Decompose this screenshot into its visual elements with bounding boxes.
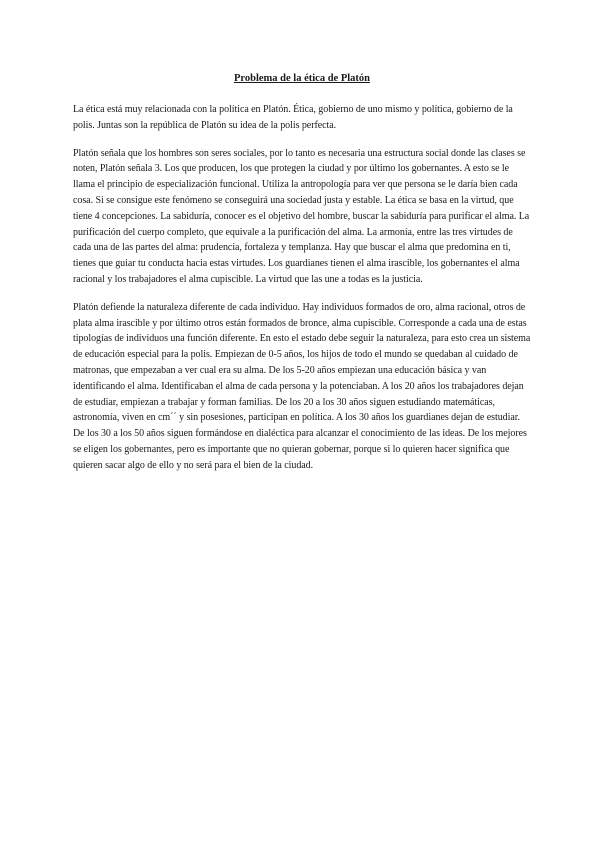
document-page — [73, 72, 531, 486]
document-title: Problema de la ética de Platón — [234, 73, 370, 84]
paragraph-intro: La ética está muy relacionada con la política en Platón. Ética, gobierno de uno mismo y política, gobierno de la polis. Juntas son la república de Platón su idea de la polis perfecta. — [73, 104, 513, 131]
paragraph-social-structure: Platón señala que los hombres son seres sociales, por lo tanto es necesaria una estructura social donde las clases se noten, Platón señala 3. Los que producen, los que protegen la ciudad y por último los gobernantes. A esto se le llama el principio de especialización funcional. Utiliza la antropología para ver que persona se le daría bien cada cosa. Si se consigue este fenómeno se conseguirá una sociedad justa y estable. La ética se basa en la virtud, que tiene 4 concepciones. La sabiduría, conocer es el objetivo del hombre, buscar la sabiduría para purificar el alma. La purificación del cuerpo completo, que equivale a la purificación del alma. La armonía, entre las tres virtudes de cada una de las partes del alma: prudencia, fortaleza y templanza. Hay que buscar el alma que predomina en ti, tienes que guiar tu conducta hacia estas virtudes. Los guardianes tienen el alma irascible, los gobernantes el alma racional y los trabajadores el alma cupiscible. La virtud que las une a todas es la justicia. — [73, 147, 530, 285]
paragraph-education: Platón defiende la naturaleza diferente de cada individuo. Hay individuos formados de oro, alma racional, otros de plata alma irascible y por último otros están formados de bronce, alma cupiscible. Corresponde a cada una de estas tipologías de individuos una función diferente. En esto el estado debe seguir la naturaleza, para esto crea un sistema de educación especial para la polis. Empiezan de 0-5 años, los hijos de todo el mundo se quedaban al cuidado de matronas, que empezaban a ver cual era su alma. De los 5-20 años empiezan una educación básica y van identificando el alma. Identificaban el alma de cada persona y la potenciaban. A los 20 años los trabajadores dejan de estudiar, empiezan a trabajar y forman familias. De los 20 a los 30 años siguen estudiando matemáticas, astronomía, viven en cm´´ y sin posesiones, participan en política. A los 30 años los guardianes dejan de estudiar. De los 30 a los 50 años siguen formándose en dialéctica para alcanzar el conocimiento de las ideas. De los mejores se eligen los gobernantes, pero es importante que no quieran gobernar, porque si lo quieren hacer significa que quieren sacar algo de ello y no será para el bien de la ciudad. — [73, 301, 531, 471]
